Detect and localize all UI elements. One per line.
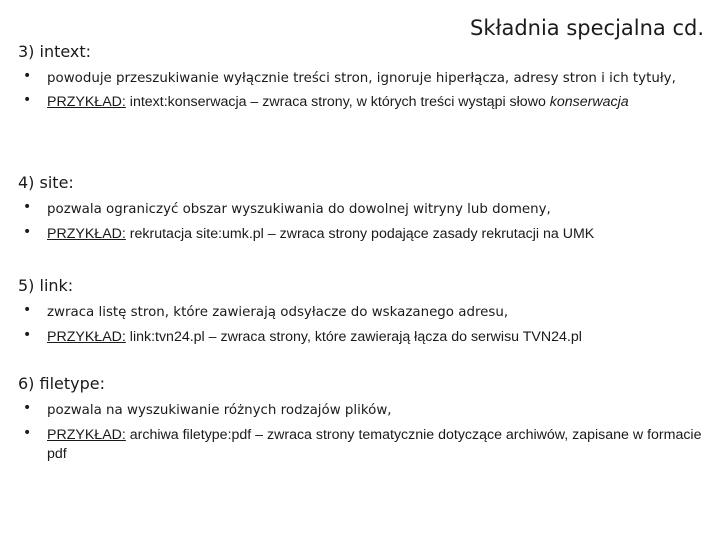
example-prefix: PRZYKŁAD: <box>47 94 126 110</box>
bullet-list <box>18 399 714 462</box>
bullet-list <box>18 198 714 242</box>
bullet-icon: • <box>23 68 32 84</box>
bullet-icon: • <box>23 327 32 343</box>
example-body: link:tvn24.pl – zwraca strony, które zawierają łącza do serwisu TVN24.pl <box>125 329 582 345</box>
section-site <box>18 173 714 246</box>
example-body: intext:konserwacja – zwraca strony, w których treści wystąpi słowo <box>125 94 550 110</box>
list-item <box>18 399 714 420</box>
example-body: archiwa filetype:pdf – zwraca strony tematycznie dotyczące archiwów, zapisane w formacie pdf <box>47 427 702 462</box>
bullet-icon: • <box>23 302 32 318</box>
section-filetype <box>18 374 714 466</box>
list-item <box>18 67 714 88</box>
bullet-icon: • <box>23 400 32 416</box>
example-body: rekrutacja site:umk.pl – zwraca strony podające zasady rekrutacji na UMK <box>125 226 595 242</box>
example-text <box>47 94 629 110</box>
bullet-icon: • <box>23 199 32 215</box>
slide-title: Składnia specjalna cd. <box>470 16 705 40</box>
list-item <box>18 424 714 462</box>
example-text <box>47 329 582 345</box>
list-item <box>18 91 714 110</box>
bullet-icon: • <box>23 224 32 240</box>
section-intext <box>18 42 714 114</box>
example-text <box>47 226 594 242</box>
example-prefix: PRZYKŁAD: <box>47 329 126 345</box>
example-text <box>47 427 701 462</box>
list-item <box>18 301 714 322</box>
section-heading: 4) site: <box>18 173 74 192</box>
example-prefix: PRZYKŁAD: <box>47 427 126 443</box>
bullet-list <box>18 301 714 345</box>
section-link <box>18 276 714 349</box>
section-heading: 6) filetype: <box>18 374 106 393</box>
example-emphasis: konserwacja <box>549 94 629 110</box>
item-text: pozwala ograniczyć obszar wyszukiwania do dowolnej witryny lub domeny, <box>47 202 551 217</box>
section-heading: 5) link: <box>18 276 74 295</box>
bullet-icon: • <box>23 425 32 441</box>
section-heading: 3) intext: <box>18 42 92 61</box>
bullet-icon: • <box>23 92 32 108</box>
example-prefix: PRZYKŁAD: <box>47 226 126 242</box>
list-item <box>18 198 714 219</box>
item-text: zwraca listę stron, które zawierają odsyłacze do wskazanego adresu, <box>47 305 509 320</box>
bullet-list <box>18 67 714 110</box>
item-text: pozwala na wyszukiwanie różnych rodzajów plików, <box>47 403 392 418</box>
item-text: powoduje przeszukiwanie wyłącznie treści stron, ignoruje hiperłącza, adresy stron i ich tytuły, <box>47 71 676 86</box>
list-item <box>18 223 714 242</box>
list-item <box>18 326 714 345</box>
